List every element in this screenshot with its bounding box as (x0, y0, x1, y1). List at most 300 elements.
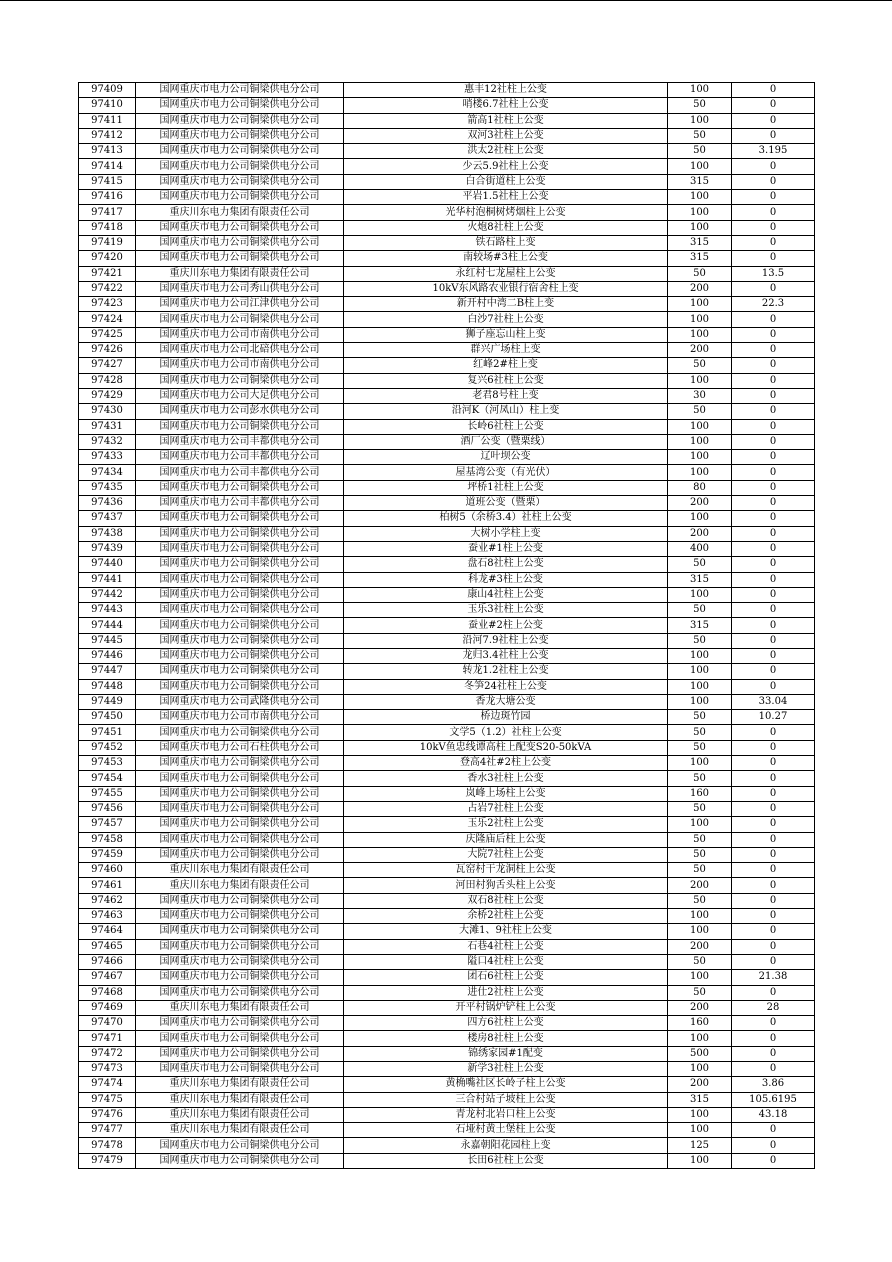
capacity-cell: 50 (668, 832, 732, 847)
capacity-cell: 50 (668, 954, 732, 969)
row-id-cell: 97448 (79, 679, 136, 694)
company-cell: 重庆川东电力集团有限责任公司 (136, 1123, 344, 1138)
table-row (79, 511, 815, 526)
row-id-cell: 97470 (79, 1016, 136, 1031)
company-cell: 国网重庆市电力公司铜梁供电分公司 (136, 128, 344, 143)
capacity-cell: 200 (668, 878, 732, 893)
value-cell: 0 (732, 113, 815, 128)
transformer-name-cell: 盘石8社柱上公变 (344, 557, 668, 572)
row-id-cell: 97415 (79, 174, 136, 189)
capacity-cell: 400 (668, 541, 732, 556)
company-cell: 国网重庆市电力公司铜梁供电分公司 (136, 511, 344, 526)
table-row (79, 373, 815, 388)
capacity-cell: 50 (668, 404, 732, 419)
company-cell: 重庆川东电力集团有限责任公司 (136, 205, 344, 220)
transformer-name-cell: 红峰2#柱上变 (344, 358, 668, 373)
value-cell: 0 (732, 281, 815, 296)
capacity-cell: 200 (668, 1000, 732, 1015)
company-cell: 国网重庆市电力公司铜梁供电分公司 (136, 970, 344, 985)
company-cell: 国网重庆市电力公司彭水供电分公司 (136, 404, 344, 419)
capacity-cell: 100 (668, 1062, 732, 1077)
table-row (79, 144, 815, 159)
company-cell: 国网重庆市电力公司铜梁供电分公司 (136, 939, 344, 954)
value-cell: 13.5 (732, 266, 815, 281)
company-cell: 重庆川东电力集团有限责任公司 (136, 266, 344, 281)
transformer-name-cell: 团石6社柱上公变 (344, 970, 668, 985)
company-cell: 国网重庆市电力公司铜梁供电分公司 (136, 113, 344, 128)
value-cell: 0 (732, 832, 815, 847)
transformer-name-cell: 柏树5（余桥3.4）社柱上公变 (344, 511, 668, 526)
transformer-name-cell: 群兴广场柱上变 (344, 343, 668, 358)
value-cell: 0 (732, 1153, 815, 1168)
capacity-cell: 100 (668, 434, 732, 449)
row-id-cell: 97440 (79, 557, 136, 572)
transformer-name-cell: 开平村锅炉铲柱上公变 (344, 1000, 668, 1015)
row-id-cell: 97477 (79, 1123, 136, 1138)
value-cell: 0 (732, 220, 815, 235)
table-row (79, 786, 815, 801)
page-top-rule (0, 0, 892, 1)
row-id-cell: 97465 (79, 939, 136, 954)
value-cell: 0 (732, 587, 815, 602)
transformer-name-cell: 科龙#3柱上公变 (344, 572, 668, 587)
value-cell: 0 (732, 985, 815, 1000)
table-row (79, 541, 815, 556)
company-cell: 国网重庆市电力公司铜梁供电分公司 (136, 373, 344, 388)
value-cell: 0 (732, 847, 815, 862)
row-id-cell: 97439 (79, 541, 136, 556)
transformer-name-cell: 岚峰上场柱上公变 (344, 786, 668, 801)
transformer-name-cell: 双石8社柱上公变 (344, 893, 668, 908)
table-row (79, 251, 815, 266)
transformer-name-cell: 长田6社柱上公变 (344, 1153, 668, 1168)
table-row (79, 327, 815, 342)
capacity-cell: 100 (668, 694, 732, 709)
company-cell: 国网重庆市电力公司铜梁供电分公司 (136, 924, 344, 939)
value-cell: 0 (732, 235, 815, 250)
company-cell: 重庆川东电力集团有限责任公司 (136, 1092, 344, 1107)
transformer-name-cell: 锦绣家园#1配变 (344, 1046, 668, 1061)
row-id-cell: 97474 (79, 1077, 136, 1092)
table-row (79, 756, 815, 771)
table-row (79, 220, 815, 235)
value-cell: 0 (732, 863, 815, 878)
row-id-cell: 97450 (79, 710, 136, 725)
row-id-cell: 97417 (79, 205, 136, 220)
table-row (79, 1092, 815, 1107)
company-cell: 国网重庆市电力公司铜梁供电分公司 (136, 985, 344, 1000)
capacity-cell: 315 (668, 618, 732, 633)
value-cell: 0 (732, 98, 815, 113)
row-id-cell: 97434 (79, 465, 136, 480)
transformer-name-cell: 庆隆庙后柱上公变 (344, 832, 668, 847)
capacity-cell: 100 (668, 924, 732, 939)
company-cell: 国网重庆市电力公司市南供电分公司 (136, 710, 344, 725)
company-cell: 国网重庆市电力公司铜梁供电分公司 (136, 725, 344, 740)
row-id-cell: 97441 (79, 572, 136, 587)
capacity-cell: 200 (668, 1077, 732, 1092)
company-cell: 国网重庆市电力公司铜梁供电分公司 (136, 419, 344, 434)
table-row (79, 924, 815, 939)
value-cell: 0 (732, 511, 815, 526)
company-cell: 国网重庆市电力公司市南供电分公司 (136, 327, 344, 342)
value-cell: 0 (732, 190, 815, 205)
value-cell: 33.04 (732, 694, 815, 709)
value-cell: 0 (732, 954, 815, 969)
capacity-cell: 50 (668, 128, 732, 143)
transformer-name-cell: 坪桥1社柱上公变 (344, 480, 668, 495)
capacity-cell: 100 (668, 664, 732, 679)
transformer-name-cell: 狮子座忘山柱上变 (344, 327, 668, 342)
row-id-cell: 97453 (79, 756, 136, 771)
company-cell: 国网重庆市电力公司铜梁供电分公司 (136, 526, 344, 541)
capacity-cell: 100 (668, 220, 732, 235)
table-row (79, 878, 815, 893)
transformer-name-cell: 光华村泡桐树烤烟柱上公变 (344, 205, 668, 220)
table-row (79, 419, 815, 434)
company-cell: 国网重庆市电力公司铜梁供电分公司 (136, 480, 344, 495)
value-cell: 0 (732, 572, 815, 587)
table-row (79, 909, 815, 924)
table-row (79, 159, 815, 174)
capacity-cell: 100 (668, 465, 732, 480)
row-id-cell: 97446 (79, 648, 136, 663)
row-id-cell: 97463 (79, 909, 136, 924)
table-row (79, 266, 815, 281)
transformer-name-cell: 龙归3.4社柱上公变 (344, 648, 668, 663)
value-cell: 0 (732, 909, 815, 924)
company-cell: 国网重庆市电力公司铜梁供电分公司 (136, 235, 344, 250)
table-row (79, 954, 815, 969)
table-row (79, 1123, 815, 1138)
row-id-cell: 97462 (79, 893, 136, 908)
table-row (79, 618, 815, 633)
capacity-cell: 50 (668, 740, 732, 755)
capacity-cell: 50 (668, 893, 732, 908)
row-id-cell: 97458 (79, 832, 136, 847)
value-cell: 0 (732, 633, 815, 648)
value-cell: 0 (732, 648, 815, 663)
company-cell: 国网重庆市电力公司铜梁供电分公司 (136, 832, 344, 847)
table-row (79, 450, 815, 465)
value-cell: 0 (732, 496, 815, 511)
row-id-cell: 97447 (79, 664, 136, 679)
row-id-cell: 97425 (79, 327, 136, 342)
company-cell: 国网重庆市电力公司铜梁供电分公司 (136, 1046, 344, 1061)
transformer-name-cell: 新开村中湾二B柱上变 (344, 297, 668, 312)
company-cell: 国网重庆市电力公司铜梁供电分公司 (136, 756, 344, 771)
capacity-cell: 100 (668, 312, 732, 327)
transformer-name-cell: 南较场#3柱上公变 (344, 251, 668, 266)
capacity-cell: 50 (668, 863, 732, 878)
value-cell: 0 (732, 557, 815, 572)
value-cell: 0 (732, 312, 815, 327)
company-cell: 国网重庆市电力公司铜梁供电分公司 (136, 633, 344, 648)
row-id-cell: 97414 (79, 159, 136, 174)
capacity-cell: 200 (668, 281, 732, 296)
company-cell: 国网重庆市电力公司铜梁供电分公司 (136, 83, 344, 98)
row-id-cell: 97443 (79, 603, 136, 618)
table-row (79, 664, 815, 679)
table-row (79, 985, 815, 1000)
company-cell: 国网重庆市电力公司丰都供电分公司 (136, 450, 344, 465)
company-cell: 国网重庆市电力公司铜梁供电分公司 (136, 190, 344, 205)
table-row (79, 1153, 815, 1168)
transformer-name-cell: 瓦窑村干龙洞柱上公变 (344, 863, 668, 878)
capacity-cell: 200 (668, 526, 732, 541)
transformer-name-cell: 白合街道柱上公变 (344, 174, 668, 189)
transformer-name-cell: 10kV东风路农业银行宿舍柱上变 (344, 281, 668, 296)
row-id-cell: 97449 (79, 694, 136, 709)
row-id-cell: 97469 (79, 1000, 136, 1015)
capacity-cell: 315 (668, 572, 732, 587)
table-row (79, 1046, 815, 1061)
capacity-cell: 500 (668, 1046, 732, 1061)
transformer-name-cell: 辽叶坝公变 (344, 450, 668, 465)
transformer-name-cell: 火炮8社柱上公变 (344, 220, 668, 235)
company-cell: 国网重庆市电力公司铜梁供电分公司 (136, 771, 344, 786)
capacity-cell: 100 (668, 450, 732, 465)
company-cell: 重庆川东电力集团有限责任公司 (136, 863, 344, 878)
row-id-cell: 97473 (79, 1062, 136, 1077)
transformer-name-cell: 哨楼6.7社柱上公变 (344, 98, 668, 113)
table-row (79, 526, 815, 541)
table-row (79, 1138, 815, 1153)
table-row (79, 557, 815, 572)
capacity-cell: 50 (668, 847, 732, 862)
row-id-cell: 97412 (79, 128, 136, 143)
transformer-name-cell: 永嘉朝阳花园柱上变 (344, 1138, 668, 1153)
company-cell: 国网重庆市电力公司铜梁供电分公司 (136, 541, 344, 556)
capacity-cell: 100 (668, 190, 732, 205)
value-cell: 0 (732, 801, 815, 816)
table-row (79, 1077, 815, 1092)
row-id-cell: 97454 (79, 771, 136, 786)
table-row (79, 98, 815, 113)
transformer-name-cell: 香龙大塘公变 (344, 694, 668, 709)
table-row (79, 1107, 815, 1122)
table-row (79, 1000, 815, 1015)
row-id-cell: 97413 (79, 144, 136, 159)
company-cell: 重庆川东电力集团有限责任公司 (136, 1000, 344, 1015)
transformer-name-cell: 洪太2社柱上公变 (344, 144, 668, 159)
capacity-cell: 100 (668, 297, 732, 312)
row-id-cell: 97427 (79, 358, 136, 373)
table-row (79, 404, 815, 419)
capacity-cell: 100 (668, 327, 732, 342)
transformer-name-cell: 四方6社柱上公变 (344, 1016, 668, 1031)
value-cell: 0 (732, 756, 815, 771)
transformer-name-cell: 箭高1社柱上公变 (344, 113, 668, 128)
company-cell: 国网重庆市电力公司江津供电分公司 (136, 297, 344, 312)
value-cell: 0 (732, 1016, 815, 1031)
transformer-name-cell: 长岭6社柱上公变 (344, 419, 668, 434)
company-cell: 国网重庆市电力公司北碚供电分公司 (136, 343, 344, 358)
company-cell: 国网重庆市电力公司铜梁供电分公司 (136, 1016, 344, 1031)
row-id-cell: 97432 (79, 434, 136, 449)
value-cell: 0 (732, 358, 815, 373)
value-cell: 0 (732, 526, 815, 541)
value-cell: 0 (732, 893, 815, 908)
value-cell: 10.27 (732, 710, 815, 725)
company-cell: 国网重庆市电力公司铜梁供电分公司 (136, 220, 344, 235)
table-row (79, 465, 815, 480)
table-row (79, 113, 815, 128)
transformer-name-cell: 香水3社柱上公变 (344, 771, 668, 786)
row-id-cell: 97461 (79, 878, 136, 893)
value-cell: 0 (732, 450, 815, 465)
capacity-cell: 100 (668, 205, 732, 220)
capacity-cell: 100 (668, 419, 732, 434)
capacity-cell: 100 (668, 587, 732, 602)
transformer-name-cell: 沿河7.9社柱上公变 (344, 633, 668, 648)
row-id-cell: 97428 (79, 373, 136, 388)
row-id-cell: 97409 (79, 83, 136, 98)
transformer-name-cell: 进仕2社柱上公变 (344, 985, 668, 1000)
table-row (79, 939, 815, 954)
transformer-name-cell: 复兴6社柱上公变 (344, 373, 668, 388)
value-cell: 0 (732, 603, 815, 618)
transformer-name-cell: 转龙1.2社柱上公变 (344, 664, 668, 679)
company-cell: 国网重庆市电力公司铜梁供电分公司 (136, 572, 344, 587)
row-id-cell: 97460 (79, 863, 136, 878)
transformer-name-cell: 铁石路柱上变 (344, 235, 668, 250)
table-row (79, 281, 815, 296)
value-cell: 0 (732, 251, 815, 266)
company-cell: 国网重庆市电力公司铜梁供电分公司 (136, 618, 344, 633)
company-cell: 国网重庆市电力公司铜梁供电分公司 (136, 817, 344, 832)
capacity-cell: 30 (668, 388, 732, 403)
table-row (79, 480, 815, 495)
table-row (79, 970, 815, 985)
table-row (79, 128, 815, 143)
company-cell: 国网重庆市电力公司铜梁供电分公司 (136, 893, 344, 908)
transformer-name-cell: 大滩1、9社柱上公变 (344, 924, 668, 939)
value-cell: 0 (732, 1046, 815, 1061)
value-cell: 0 (732, 174, 815, 189)
value-cell: 3.86 (732, 1077, 815, 1092)
transformer-name-cell: 登高4社#2柱上公变 (344, 756, 668, 771)
transformer-name-cell: 玉乐2社柱上公变 (344, 817, 668, 832)
row-id-cell: 97410 (79, 98, 136, 113)
capacity-cell: 100 (668, 1153, 732, 1168)
table-row (79, 725, 815, 740)
value-cell: 0 (732, 618, 815, 633)
capacity-cell: 100 (668, 679, 732, 694)
transformer-table-body (79, 83, 815, 1169)
transformer-name-cell: 玉乐3社柱上公变 (344, 603, 668, 618)
company-cell: 国网重庆市电力公司大足供电分公司 (136, 388, 344, 403)
value-cell: 0 (732, 878, 815, 893)
transformer-name-cell: 老君8号柱上变 (344, 388, 668, 403)
row-id-cell: 97438 (79, 526, 136, 541)
transformer-name-cell: 黄桷嘴社区长岭子柱上公变 (344, 1077, 668, 1092)
row-id-cell: 97444 (79, 618, 136, 633)
value-cell: 0 (732, 159, 815, 174)
capacity-cell: 200 (668, 939, 732, 954)
company-cell: 国网重庆市电力公司铜梁供电分公司 (136, 144, 344, 159)
transformer-name-cell: 道班公变（暨栗） (344, 496, 668, 511)
transformer-name-cell: 大院7社柱上公变 (344, 847, 668, 862)
table-row (79, 863, 815, 878)
value-cell: 0 (732, 480, 815, 495)
transformer-table (78, 82, 815, 1169)
transformer-name-cell: 青龙村北岩口柱上公变 (344, 1107, 668, 1122)
value-cell: 0 (732, 924, 815, 939)
table-row (79, 190, 815, 205)
row-id-cell: 97420 (79, 251, 136, 266)
table-row (79, 358, 815, 373)
capacity-cell: 100 (668, 83, 732, 98)
company-cell: 国网重庆市电力公司铜梁供电分公司 (136, 664, 344, 679)
value-cell: 0 (732, 388, 815, 403)
row-id-cell: 97471 (79, 1031, 136, 1046)
table-row (79, 710, 815, 725)
table-row (79, 572, 815, 587)
row-id-cell: 97476 (79, 1107, 136, 1122)
company-cell: 国网重庆市电力公司丰都供电分公司 (136, 434, 344, 449)
transformer-name-cell: 惠丰12社柱上公变 (344, 83, 668, 98)
capacity-cell: 125 (668, 1138, 732, 1153)
table-row (79, 174, 815, 189)
table-row (79, 603, 815, 618)
row-id-cell: 97475 (79, 1092, 136, 1107)
capacity-cell: 315 (668, 1092, 732, 1107)
capacity-cell: 50 (668, 801, 732, 816)
company-cell: 国网重庆市电力公司铜梁供电分公司 (136, 98, 344, 113)
row-id-cell: 97478 (79, 1138, 136, 1153)
row-id-cell: 97422 (79, 281, 136, 296)
company-cell: 国网重庆市电力公司铜梁供电分公司 (136, 679, 344, 694)
capacity-cell: 100 (668, 1031, 732, 1046)
transformer-name-cell: 占岩7社柱上公变 (344, 801, 668, 816)
value-cell: 0 (732, 541, 815, 556)
company-cell: 重庆川东电力集团有限责任公司 (136, 878, 344, 893)
value-cell: 0 (732, 465, 815, 480)
capacity-cell: 50 (668, 633, 732, 648)
row-id-cell: 97416 (79, 190, 136, 205)
row-id-cell: 97445 (79, 633, 136, 648)
table-row (79, 648, 815, 663)
value-cell: 0 (732, 327, 815, 342)
row-id-cell: 97456 (79, 801, 136, 816)
transformer-name-cell: 河田村狗舌头柱上公变 (344, 878, 668, 893)
company-cell: 国网重庆市电力公司铜梁供电分公司 (136, 801, 344, 816)
table-row (79, 694, 815, 709)
company-cell: 国网重庆市电力公司石柱供电分公司 (136, 740, 344, 755)
value-cell: 0 (732, 664, 815, 679)
company-cell: 国网重庆市电力公司铜梁供电分公司 (136, 1138, 344, 1153)
capacity-cell: 50 (668, 144, 732, 159)
table-row (79, 343, 815, 358)
company-cell: 国网重庆市电力公司丰都供电分公司 (136, 496, 344, 511)
company-cell: 国网重庆市电力公司铜梁供电分公司 (136, 1062, 344, 1077)
value-cell: 0 (732, 128, 815, 143)
table-row (79, 801, 815, 816)
company-cell: 国网重庆市电力公司铜梁供电分公司 (136, 251, 344, 266)
row-id-cell: 97426 (79, 343, 136, 358)
company-cell: 国网重庆市电力公司铜梁供电分公司 (136, 603, 344, 618)
value-cell: 21.38 (732, 970, 815, 985)
value-cell: 0 (732, 373, 815, 388)
table-row (79, 297, 815, 312)
row-id-cell: 97421 (79, 266, 136, 281)
transformer-name-cell: 少云5.9社柱上公变 (344, 159, 668, 174)
transformer-name-cell: 屋基湾公变（有光伏） (344, 465, 668, 480)
capacity-cell: 100 (668, 970, 732, 985)
capacity-cell: 50 (668, 603, 732, 618)
capacity-cell: 100 (668, 113, 732, 128)
